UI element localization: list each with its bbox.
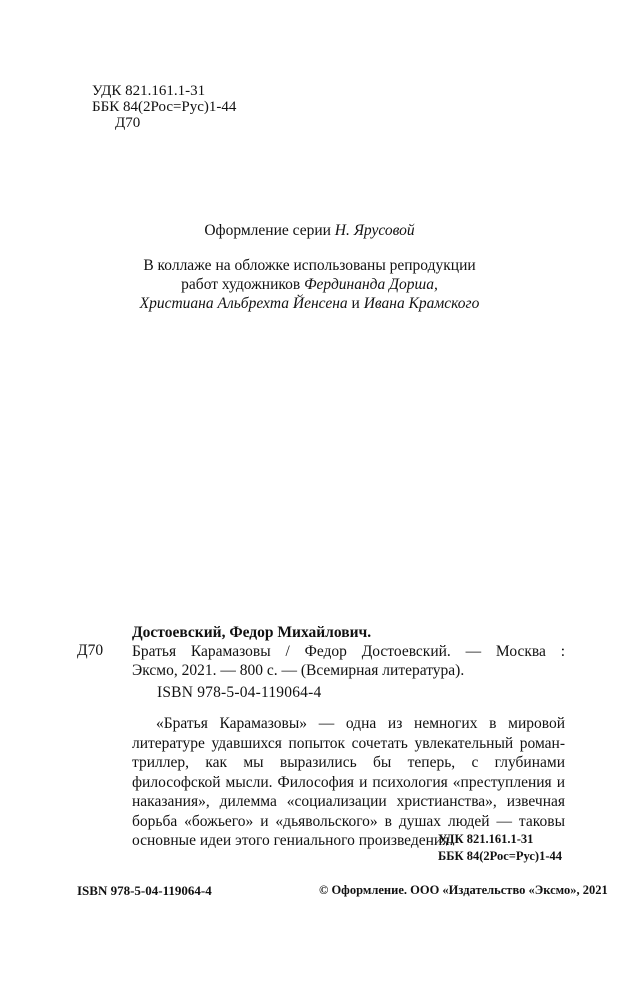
catalog-bbk: ББК 84(2Рос=Рус)1-44 bbox=[438, 849, 562, 863]
artist-jensen: Христиана Альбрехта Йенсена bbox=[139, 295, 348, 312]
collage-credit-line1: В коллаже на обложке использованы репродукции bbox=[143, 257, 476, 274]
udk-code: УДК 821.161.1-31 bbox=[92, 83, 206, 99]
artist-kramskoy: Ивана Крамского bbox=[363, 295, 480, 312]
catalog-isbn: ISBN 978-5-04-119064-4 bbox=[157, 684, 322, 701]
design-credit-prefix: Оформление серии bbox=[204, 222, 335, 239]
cover-collage-credit bbox=[0, 256, 619, 313]
catalog-classification bbox=[438, 831, 562, 865]
series-design-credit bbox=[0, 222, 619, 240]
biblio-line1: Братья Карамазовы / Федор Достоевский. — Москва : bbox=[132, 643, 565, 660]
catalog-author: Достоевский, Федор Михайлович. bbox=[132, 624, 372, 641]
author-mark: Д70 bbox=[115, 115, 141, 131]
collage-credit-conj: и bbox=[347, 295, 364, 312]
bbk-code: ББК 84(2Рос=Рус)1-44 bbox=[92, 99, 237, 115]
biblio-line2: Эксмо, 2021. — 800 с. — (Всемирная литература). bbox=[132, 662, 465, 679]
collage-credit-line2 bbox=[0, 275, 619, 294]
artist-dorsch: Фердинанда Дорша, bbox=[304, 276, 438, 293]
catalog-author-mark: Д70 bbox=[77, 642, 104, 659]
catalog-udk: УДК 821.161.1-31 bbox=[438, 832, 534, 846]
collage-credit-prefix: работ художников bbox=[181, 276, 305, 293]
footer-isbn: ISBN 978-5-04-119064-4 bbox=[77, 883, 212, 898]
collage-credit-line3 bbox=[0, 294, 619, 313]
top-classification bbox=[92, 83, 236, 131]
catalog-annotation: «Братья Карамазовы» — одна из немногих в мировой литературе удавшихся попыток сочетать увлекательный роман-триллер, как мы выразились бы теперь, с глубинами философской мысли. Философия и психология «преступления и наказания», дилемма «социализации христианства», извечная борьба «божьего» и «дьявольского» в душах людей — таковы основные идеи этого гениального произведения. bbox=[132, 715, 565, 849]
designer-name: Н. Ярусовой bbox=[334, 222, 415, 239]
footer-copyright: © Оформление. ООО «Издательство «Эксмо», 2021 bbox=[319, 883, 608, 897]
catalog-bibliographic-description bbox=[132, 642, 565, 680]
